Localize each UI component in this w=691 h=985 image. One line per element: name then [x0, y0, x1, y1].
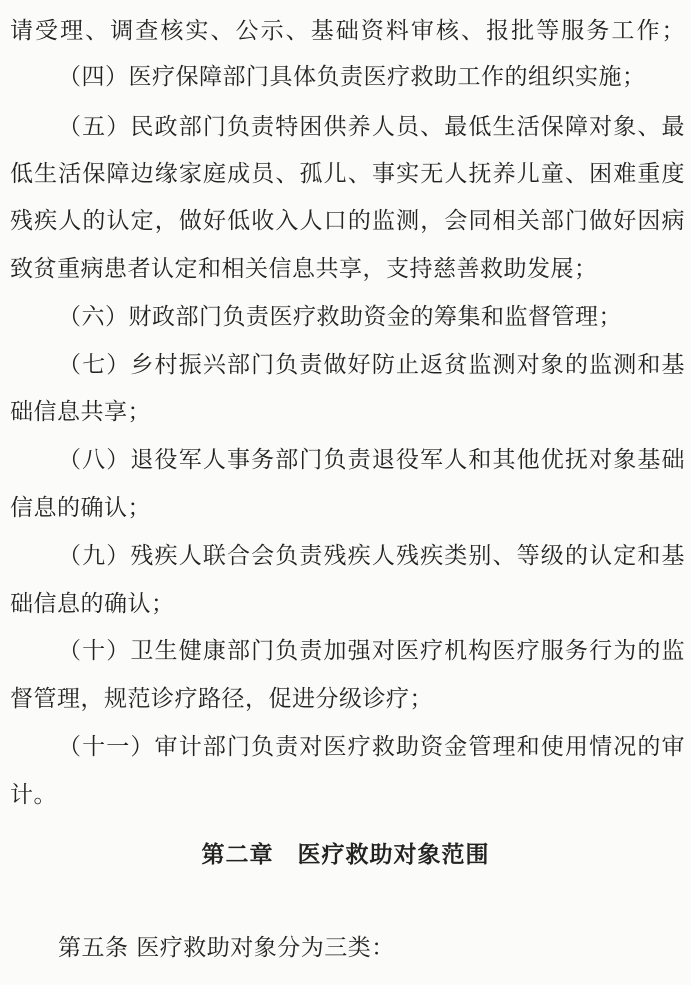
article-line: 第五条 医疗救助对象分为三类：: [58, 935, 395, 961]
text-line: 低生活保障边缘家庭成员、孤儿、事实无人抚养儿童、困难重度: [10, 161, 685, 187]
text-line: 信息的确认；: [10, 495, 151, 521]
text-line: （十一）审计部门负责对医疗救助资金管理和使用情况的审: [58, 734, 685, 760]
chapter-heading: 第二章 医疗救助对象范围: [201, 842, 490, 868]
text-line: 计。: [10, 782, 57, 808]
text-line: （七）乡村振兴部门负责做好防止返贫监测对象的监测和基: [58, 352, 685, 378]
text-line: （六）财政部门负责医疗救助资金的筹集和监督管理；: [58, 304, 622, 330]
text-line: （四）医疗保障部门具体负责医疗救助工作的组织实施；: [58, 64, 646, 90]
text-line: （十）卫生健康部门负责加强对医疗机构医疗服务行为的监: [58, 638, 685, 664]
text-line: （九）残疾人联合会负责残疾人残疾类别、等级的认定和基: [58, 543, 685, 569]
text-line: 础信息共享；: [10, 399, 151, 425]
text-line: 督管理，规范诊疗路径，促进分级诊疗；: [10, 686, 433, 712]
text-line: 础信息的确认；: [10, 591, 175, 617]
text-line: 请受理、调查核实、公示、基础资料审核、报批等服务工作；: [10, 18, 685, 44]
text-line: （五）民政部门负责特困供养人员、最低生活保障对象、最: [58, 114, 685, 140]
text-line: 残疾人的认定，做好低收入人口的监测，会同相关部门做好因病: [10, 208, 685, 234]
text-line: 致贫重病患者认定和相关信息共享，支持慈善救助发展；: [10, 256, 598, 282]
text-line: （八）退役军人事务部门负责退役军人和其他优抚对象基础: [58, 447, 685, 473]
